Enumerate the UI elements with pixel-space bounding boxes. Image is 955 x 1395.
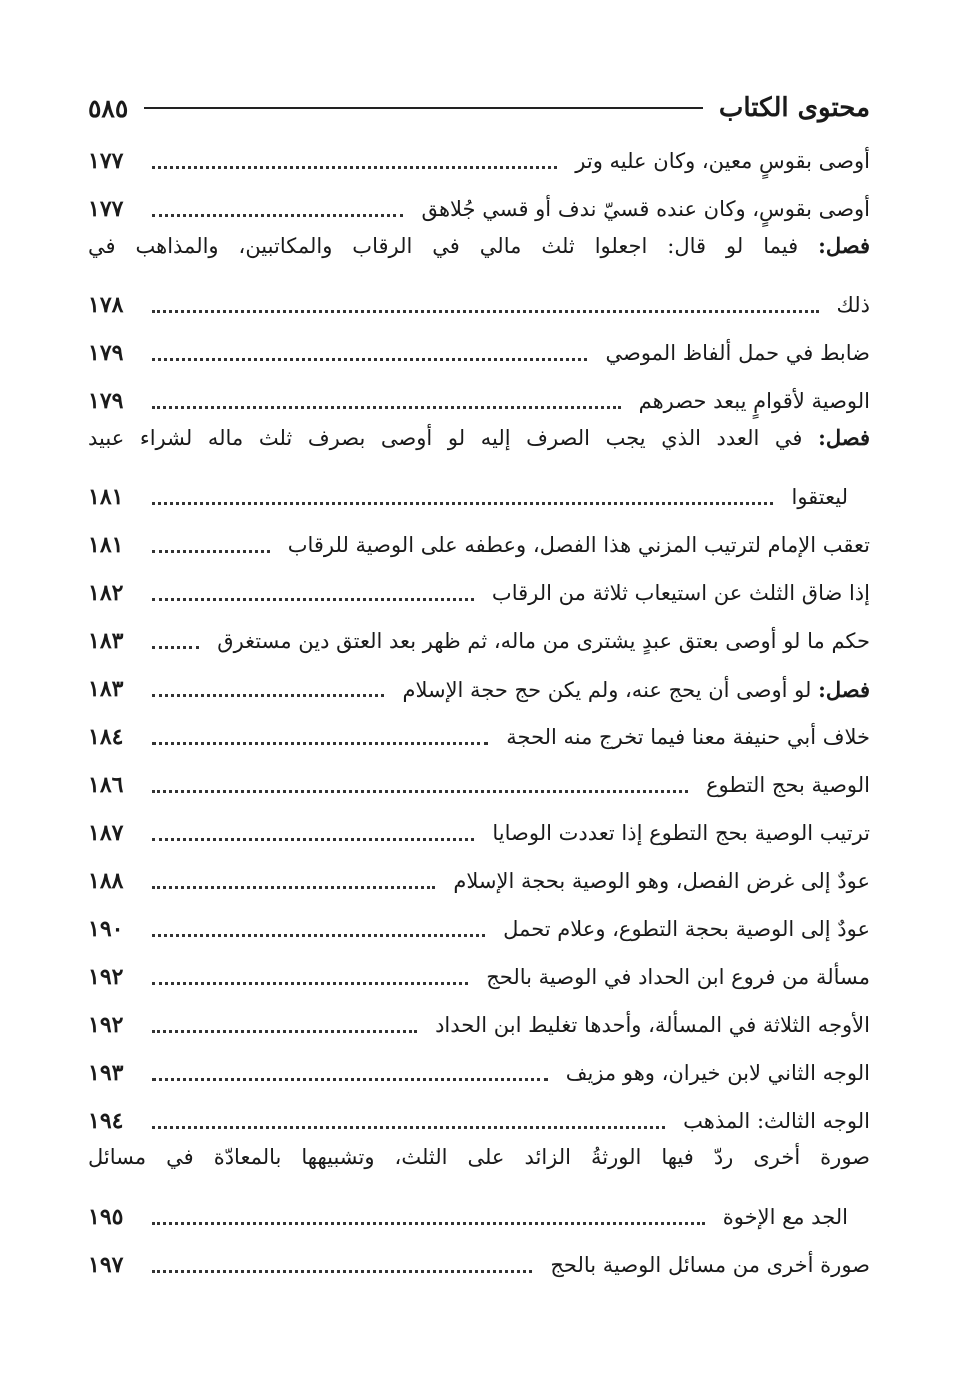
entry-text: الأوجه الثلاثة في المسألة، وأحدها تغليط ابن الحداد bbox=[435, 1013, 870, 1037]
toc-entry bbox=[88, 1049, 870, 1097]
dot-leader bbox=[152, 406, 621, 409]
dot-leader bbox=[152, 1126, 665, 1129]
toc-entry-line2 bbox=[88, 473, 870, 521]
entry-page: ١٨٨ bbox=[88, 868, 124, 894]
entry-text: ليعتقوا bbox=[791, 485, 848, 509]
toc-entry bbox=[88, 713, 870, 761]
entry-page: ١٨١ bbox=[88, 532, 124, 558]
entry-text: الجد مع الإخوة bbox=[722, 1205, 848, 1229]
dot-leader bbox=[152, 1270, 532, 1273]
entry-text: إذا ضاق الثلث عن استيعاب ثلاثة من الرقاب bbox=[491, 581, 870, 605]
toc-entry bbox=[88, 1001, 870, 1049]
entry-page: ١٨٢ bbox=[88, 580, 124, 606]
toc-entry bbox=[88, 185, 870, 233]
entry-text: فصل: في العدد الذي يجب الصرف إليه لو أوصى بصرف ثلث ماله لشراء عبيد bbox=[88, 425, 870, 450]
entry-page: ١٩٢ bbox=[88, 964, 124, 990]
section-prefix: فصل: bbox=[818, 425, 870, 450]
entry-page: ١٨٧ bbox=[88, 820, 124, 846]
entry-text: خلاف أبي حنيفة معنا فيما تخرج منه الحجة bbox=[506, 725, 870, 749]
toc-entry bbox=[88, 617, 870, 665]
entry-text: عودٌ إلى الوصية بحجة التطوع، وعلام تحمل bbox=[503, 917, 870, 941]
dot-leader bbox=[152, 1030, 417, 1033]
dot-leader bbox=[152, 598, 474, 601]
header-page-number: ٥٨٥ bbox=[88, 93, 129, 123]
entry-page: ١٨٣ bbox=[88, 628, 124, 654]
entry-page: ١٨١ bbox=[88, 484, 124, 510]
toc-entry bbox=[88, 377, 870, 425]
section-prefix: فصل: bbox=[818, 676, 870, 702]
entry-text: الوصية بحج التطوع bbox=[706, 773, 870, 797]
header-title: محتوى الكتاب bbox=[718, 93, 870, 123]
entry-text: عودٌ إلى غرض الفصل، وهو الوصية بحجة الإسلام bbox=[453, 869, 870, 893]
toc-entry-line1 bbox=[88, 233, 870, 281]
toc-entry bbox=[88, 569, 870, 617]
entry-page: ١٨٤ bbox=[88, 724, 124, 750]
dot-leader bbox=[152, 358, 587, 361]
toc-entry bbox=[88, 857, 870, 905]
dot-leader bbox=[152, 790, 688, 793]
entry-page: ١٧٨ bbox=[88, 292, 124, 318]
toc-entry bbox=[88, 521, 870, 569]
dot-leader bbox=[152, 886, 435, 889]
dot-leader bbox=[152, 838, 474, 841]
running-header bbox=[88, 88, 870, 128]
entry-text: حكم ما لو أوصى بعتق عبدٍ يشترى من ماله، ثم ظهر بعد العتق دين مستغرق bbox=[217, 629, 870, 653]
dot-leader bbox=[152, 310, 819, 313]
entry-text: الوجه الثاني لابن خيران، وهو مزيف bbox=[565, 1061, 870, 1085]
dot-leader bbox=[152, 982, 468, 985]
entry-page: ١٧٩ bbox=[88, 388, 124, 414]
dot-leader bbox=[152, 550, 270, 553]
entry-page: ١٨٣ bbox=[88, 676, 124, 702]
entry-page: ١٩٢ bbox=[88, 1012, 124, 1038]
dot-leader bbox=[152, 646, 199, 649]
dot-leader bbox=[152, 1222, 705, 1225]
entry-page: ١٩٣ bbox=[88, 1060, 124, 1086]
dot-leader bbox=[152, 934, 485, 937]
entry-page: ١٩٤ bbox=[88, 1108, 124, 1134]
dot-leader bbox=[152, 166, 557, 169]
entry-text: ضابط في حمل ألفاظ الموصي bbox=[605, 341, 870, 365]
dot-leader bbox=[152, 694, 384, 697]
entry-page: ١٨٦ bbox=[88, 772, 124, 798]
toc-entry-line1 bbox=[88, 1145, 870, 1193]
entry-text: فصل: لو أوصى أن يحج عنه، ولم يكن حج حجة الإسلام bbox=[402, 676, 870, 702]
entry-page: ١٩٥ bbox=[88, 1204, 124, 1230]
entry-text: ذلك bbox=[836, 293, 870, 317]
toc-entry-line1 bbox=[88, 425, 870, 473]
entry-text: مسألة من فروع ابن الحداد في الوصية بالحج bbox=[486, 965, 870, 989]
entry-text: صورة أخرى من مسائل الوصية بالحج bbox=[550, 1253, 870, 1277]
toc-entry bbox=[88, 905, 870, 953]
entry-page: ١٧٧ bbox=[88, 148, 124, 174]
entry-text: صورة أخرى ردّ فيها الورثةُ الزائد على الثلث، وتشبيهها بالمعادّة في مسائل bbox=[88, 1145, 870, 1169]
toc-entry bbox=[88, 1241, 870, 1289]
toc-entry bbox=[88, 329, 870, 377]
entry-text: فصل: فيما لو قال: اجعلوا ثلث مالي في الرقاب والمكاتبين، والمذاهب في bbox=[88, 233, 870, 258]
toc-entry bbox=[88, 809, 870, 857]
section-prefix: فصل: bbox=[818, 233, 870, 258]
entry-page: ١٩٠ bbox=[88, 916, 124, 942]
toc-entry-line2 bbox=[88, 1193, 870, 1241]
header-rule bbox=[144, 107, 703, 109]
toc-entry bbox=[88, 137, 870, 185]
entry-text: الوجه الثالث: المذهب bbox=[683, 1109, 870, 1133]
entry-text: تعقب الإمام لترتيب المزني هذا الفصل، وعطفه على الوصية للرقاب bbox=[287, 533, 870, 557]
toc-entry-line2 bbox=[88, 281, 870, 329]
toc-page bbox=[88, 0, 870, 1395]
entry-text: الوصية لأقوامٍ يبعد حصرهم bbox=[638, 389, 870, 413]
dot-leader bbox=[152, 742, 488, 745]
entry-text: أوصى بقوسٍ، وكان عنده قسيّ ندف أو قسي جُلاهق bbox=[421, 197, 870, 221]
entry-page: ١٧٩ bbox=[88, 340, 124, 366]
entry-page: ١٧٧ bbox=[88, 196, 124, 222]
dot-leader bbox=[152, 502, 773, 505]
toc-entry bbox=[88, 761, 870, 809]
entry-page: ١٩٧ bbox=[88, 1252, 124, 1278]
dot-leader bbox=[152, 1078, 548, 1081]
dot-leader bbox=[152, 214, 403, 217]
entry-text: أوصى بقوسٍ معين، وكان عليه وتر bbox=[575, 149, 870, 173]
toc-list bbox=[88, 137, 870, 1289]
toc-entry bbox=[88, 1097, 870, 1145]
toc-entry bbox=[88, 665, 870, 713]
entry-text: ترتيب الوصية بحج التطوع إذا تعددت الوصايا bbox=[492, 821, 870, 845]
toc-entry bbox=[88, 953, 870, 1001]
